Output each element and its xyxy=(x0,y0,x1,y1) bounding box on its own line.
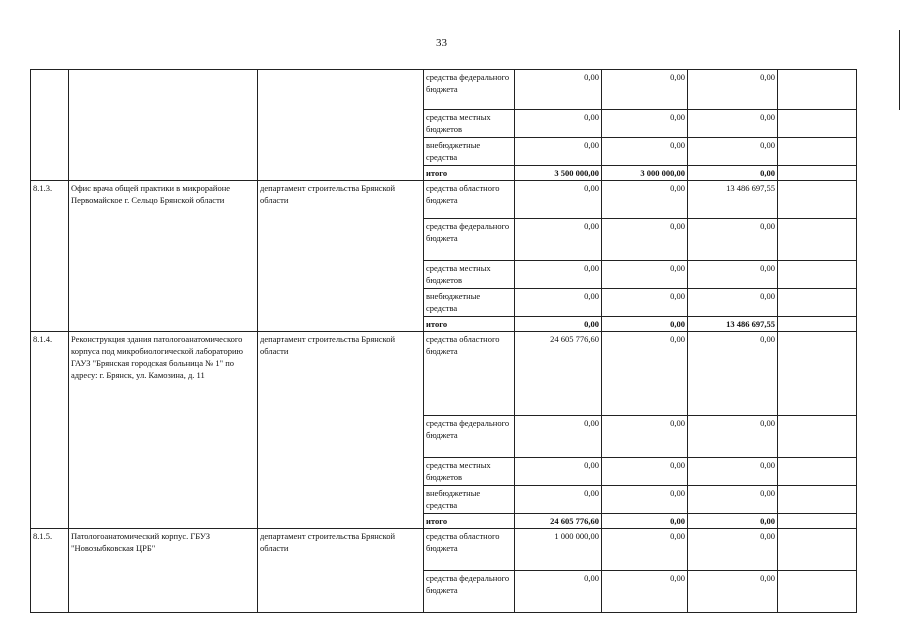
amount-cell-3: 0,00 xyxy=(688,486,778,514)
item-name: Реконструкция здания патологоанатомического корпуса под микробиологической лабораторию ГАУЗ "Брянская городская больница № 1" по адресу: г. Брянск, ул. Камозина, д. 11 xyxy=(69,332,258,529)
item-executor xyxy=(258,70,424,181)
amount-cell-2: 0,00 xyxy=(602,317,688,332)
amount-cell-2: 3 000 000,00 xyxy=(602,166,688,181)
funding-source: средства местных бюджетов xyxy=(424,261,515,289)
empty-cell xyxy=(778,70,857,110)
amount-cell-1: 0,00 xyxy=(515,219,602,261)
amount-cell-3: 13 486 697,55 xyxy=(688,317,778,332)
amount-cell-3: 0,00 xyxy=(688,110,778,138)
page-number: 33 xyxy=(436,37,447,49)
item-executor: департамент строительства Брянской области xyxy=(258,181,424,332)
amount-cell-3: 13 486 697,55 xyxy=(688,181,778,219)
amount-cell-1: 0,00 xyxy=(515,261,602,289)
amount-cell-1: 24 605 776,60 xyxy=(515,332,602,416)
empty-cell xyxy=(778,332,857,416)
amount-cell-3: 0,00 xyxy=(688,166,778,181)
empty-cell xyxy=(778,110,857,138)
empty-cell xyxy=(778,219,857,261)
amount-cell-3: 0,00 xyxy=(688,261,778,289)
amount-cell-2: 0,00 xyxy=(602,332,688,416)
empty-cell xyxy=(778,317,857,332)
empty-cell xyxy=(778,571,857,613)
item-code xyxy=(31,70,69,181)
empty-cell xyxy=(778,181,857,219)
empty-cell xyxy=(778,486,857,514)
item-name: Патологоанатомический корпус. ГБУЗ "Новозыбковская ЦРБ" xyxy=(69,529,258,613)
funding-source: итого xyxy=(424,514,515,529)
amount-cell-2: 0,00 xyxy=(602,571,688,613)
amount-cell-3: 0,00 xyxy=(688,138,778,166)
funding-source: средства областного бюджета xyxy=(424,332,515,416)
amount-cell-3: 0,00 xyxy=(688,219,778,261)
amount-cell-2: 0,00 xyxy=(602,458,688,486)
amount-cell-2: 0,00 xyxy=(602,486,688,514)
funding-source: средства областного бюджета xyxy=(424,181,515,219)
table-row xyxy=(31,181,857,219)
funding-source: внебюджетные средства xyxy=(424,289,515,317)
amount-cell-1: 0,00 xyxy=(515,70,602,110)
funding-source: средства местных бюджетов xyxy=(424,458,515,486)
amount-cell-1: 0,00 xyxy=(515,416,602,458)
amount-cell-1: 0,00 xyxy=(515,110,602,138)
table-row xyxy=(31,70,857,110)
amount-cell-3: 0,00 xyxy=(688,289,778,317)
empty-cell xyxy=(778,166,857,181)
amount-cell-3: 0,00 xyxy=(688,514,778,529)
amount-cell-2: 0,00 xyxy=(602,110,688,138)
funding-source: средства федерального бюджета xyxy=(424,219,515,261)
amount-cell-3: 0,00 xyxy=(688,332,778,416)
empty-cell xyxy=(778,529,857,571)
amount-cell-2: 0,00 xyxy=(602,219,688,261)
funding-source: средства федерального бюджета xyxy=(424,416,515,458)
scan-edge-mark xyxy=(899,30,900,110)
funding-source: итого xyxy=(424,317,515,332)
empty-cell xyxy=(778,514,857,529)
amount-cell-3: 0,00 xyxy=(688,571,778,613)
amount-cell-1: 0,00 xyxy=(515,486,602,514)
amount-cell-2: 0,00 xyxy=(602,138,688,166)
amount-cell-1: 3 500 000,00 xyxy=(515,166,602,181)
amount-cell-1: 0,00 xyxy=(515,317,602,332)
item-code: 8.1.3. xyxy=(31,181,69,332)
amount-cell-1: 0,00 xyxy=(515,138,602,166)
amount-cell-3: 0,00 xyxy=(688,458,778,486)
amount-cell-2: 0,00 xyxy=(602,181,688,219)
budget-table xyxy=(30,69,857,613)
funding-source: средства местных бюджетов xyxy=(424,110,515,138)
amount-cell-2: 0,00 xyxy=(602,514,688,529)
amount-cell-2: 0,00 xyxy=(602,529,688,571)
funding-source: внебюджетные средства xyxy=(424,138,515,166)
amount-cell-1: 1 000 000,00 xyxy=(515,529,602,571)
funding-source: внебюджетные средства xyxy=(424,486,515,514)
table-row xyxy=(31,529,857,571)
amount-cell-2: 0,00 xyxy=(602,416,688,458)
amount-cell-2: 0,00 xyxy=(602,289,688,317)
amount-cell-1: 24 605 776,60 xyxy=(515,514,602,529)
item-executor: департамент строительства Брянской области xyxy=(258,332,424,529)
amount-cell-3: 0,00 xyxy=(688,416,778,458)
amount-cell-1: 0,00 xyxy=(515,458,602,486)
amount-cell-3: 0,00 xyxy=(688,70,778,110)
amount-cell-2: 0,00 xyxy=(602,261,688,289)
amount-cell-2: 0,00 xyxy=(602,70,688,110)
funding-source: средства федерального бюджета xyxy=(424,571,515,613)
item-code: 8.1.5. xyxy=(31,529,69,613)
empty-cell xyxy=(778,261,857,289)
amount-cell-3: 0,00 xyxy=(688,529,778,571)
empty-cell xyxy=(778,138,857,166)
funding-source: итого xyxy=(424,166,515,181)
empty-cell xyxy=(778,458,857,486)
amount-cell-1: 0,00 xyxy=(515,181,602,219)
funding-source: средства федерального бюджета xyxy=(424,70,515,110)
funding-source: средства областного бюджета xyxy=(424,529,515,571)
item-code: 8.1.4. xyxy=(31,332,69,529)
table-row xyxy=(31,332,857,416)
item-executor: департамент строительства Брянской области xyxy=(258,529,424,613)
amount-cell-1: 0,00 xyxy=(515,571,602,613)
item-name xyxy=(69,70,258,181)
item-name: Офис врача общей практики в микрорайоне Первомайское г. Сельцо Брянской области xyxy=(69,181,258,332)
empty-cell xyxy=(778,416,857,458)
empty-cell xyxy=(778,289,857,317)
amount-cell-1: 0,00 xyxy=(515,289,602,317)
